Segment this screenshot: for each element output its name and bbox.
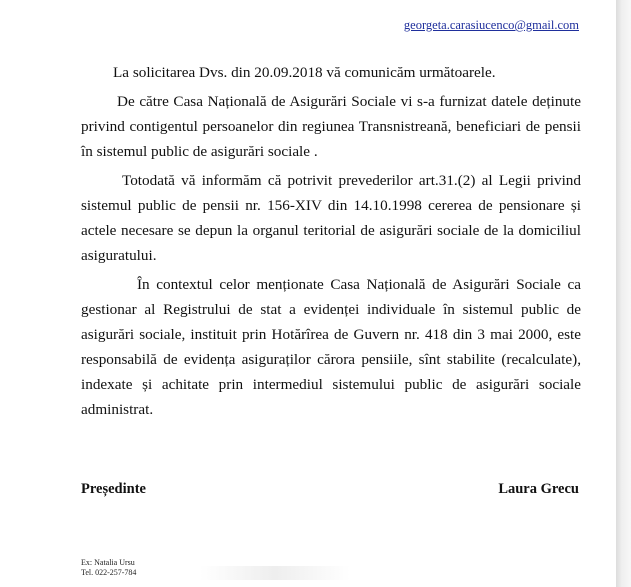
signature-title: Președinte [81,481,146,497]
p3-line-1: În contextul celor menționate Casa Națională de Asigurări Sociale ca [137,276,581,293]
p1-line-3: în sistemul public de asigurări sociale . [81,143,318,160]
p1-line-2: privind contigentul persoanelor din regiunea Transnistreană, beneficiari de pensii [81,118,581,135]
p3-line-6: administrat. [81,401,154,418]
executor-label: Ex: Natalia Ursu [81,558,135,567]
p3-line-5: indexate și achitate prin intermediul sistemului public de asigurări sociale [81,376,581,393]
email-link[interactable]: georgeta.carasiucenco@gmail.com [403,18,579,32]
p2-line-1: Totodată vă informăm că potrivit prevederilor art.31.(2) al Legii privind [122,172,581,189]
p2-line-3: actele necesare se depun la organul teritorial de asigurări sociale de la domiciliul [81,222,581,239]
p2-line-2: sistemul public de pensii nr. 156-XIV din 14.10.1998 cererea de pensionare și [81,197,581,214]
p3-line-3: asigurări sociale, instituit prin Hotărîrea de Guvern nr. 418 din 3 mai 2000, este [81,326,581,343]
intro-line: La solicitarea Dvs. din 20.09.2018 vă comunicăm următoarele. [113,64,496,81]
p3-line-2: gestionar al Registrului de stat a evidenței individuale în sistemul public de [81,301,581,318]
p2-line-4: asiguratului. [81,247,157,264]
page-edge-shadow [616,0,631,587]
signature-name: Laura Grecu [498,481,579,497]
scan-smudge [200,566,350,580]
p3-line-4: responsabilă de evidența asiguraților cărora pensiile, sînt stabilite (recalculate), [81,351,581,368]
phone-label: Tel. 022-257-784 [81,568,137,577]
p1-line-1: De către Casa Națională de Asigurări Sociale vi s-a furnizat datele deținute [117,93,581,110]
